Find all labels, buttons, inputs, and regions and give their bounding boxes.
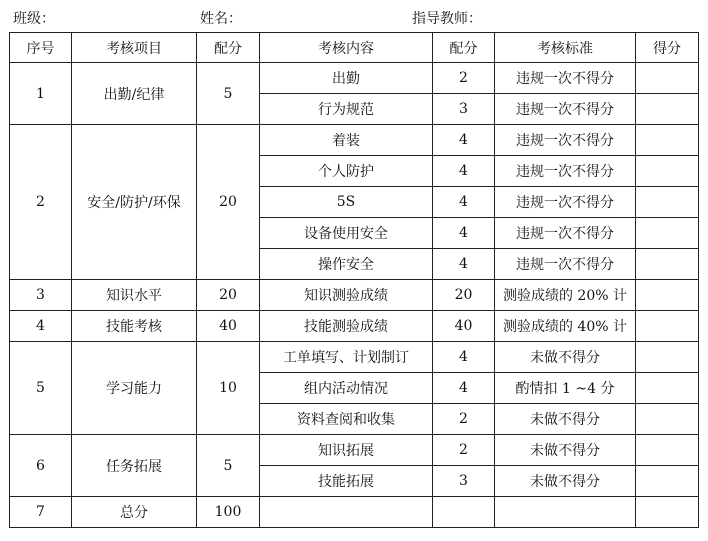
group-item: 任务拓展 <box>72 435 197 497</box>
total-no: 7 <box>10 497 72 528</box>
group-points: 20 <box>197 125 260 280</box>
col-header-item-points: 配分 <box>197 33 260 63</box>
row-points: 3 <box>433 94 495 125</box>
score-cell[interactable] <box>636 63 699 94</box>
score-cell[interactable] <box>636 249 699 280</box>
group-points: 20 <box>197 280 260 311</box>
row-standard: 未做不得分 <box>495 435 636 466</box>
score-cell[interactable] <box>636 125 699 156</box>
group-item: 技能考核 <box>72 311 197 342</box>
row-points: 3 <box>433 466 495 497</box>
group-no: 2 <box>10 125 72 280</box>
group-points: 5 <box>197 63 260 125</box>
row-content: 组内活动情况 <box>260 373 433 404</box>
group-no: 5 <box>10 342 72 435</box>
group-points: 5 <box>197 435 260 497</box>
teacher-label: 指导教师： <box>412 11 482 27</box>
row-points: 40 <box>433 311 495 342</box>
row-standard: 未做不得分 <box>495 404 636 435</box>
row-points: 4 <box>433 187 495 218</box>
row-standard: 测验成绩的 40% 计 <box>495 311 636 342</box>
score-cell[interactable] <box>636 311 699 342</box>
row-content: 个人防护 <box>260 156 433 187</box>
row-standard: 酌情扣 1 ~4 分 <box>495 373 636 404</box>
col-header-no: 序号 <box>10 33 72 63</box>
total-points-empty <box>433 497 495 528</box>
score-cell[interactable] <box>636 94 699 125</box>
total-points: 100 <box>197 497 260 528</box>
col-header-item: 考核项目 <box>72 33 197 63</box>
row-points: 4 <box>433 342 495 373</box>
evaluation-table <box>9 32 699 528</box>
row-content: 操作安全 <box>260 249 433 280</box>
total-score-cell[interactable] <box>636 497 699 528</box>
form-header <box>0 6 708 28</box>
row-content: 出勤 <box>260 63 433 94</box>
row-points: 20 <box>433 280 495 311</box>
row-standard: 违规一次不得分 <box>495 63 636 94</box>
row-standard: 测验成绩的 20% 计 <box>495 280 636 311</box>
row-points: 2 <box>433 63 495 94</box>
group-no: 6 <box>10 435 72 497</box>
score-cell[interactable] <box>636 280 699 311</box>
row-points: 2 <box>433 435 495 466</box>
col-header-content: 考核内容 <box>260 33 433 63</box>
class-label: 班级： <box>13 11 55 27</box>
row-points: 4 <box>433 373 495 404</box>
group-item: 安全/防护/环保 <box>72 125 197 280</box>
group-no: 4 <box>10 311 72 342</box>
row-standard: 违规一次不得分 <box>495 156 636 187</box>
row-standard: 违规一次不得分 <box>495 125 636 156</box>
row-content: 知识测验成绩 <box>260 280 433 311</box>
score-cell[interactable] <box>636 342 699 373</box>
row-standard: 违规一次不得分 <box>495 249 636 280</box>
row-points: 4 <box>433 249 495 280</box>
table-row <box>10 342 699 373</box>
score-cell[interactable] <box>636 373 699 404</box>
total-label: 总分 <box>72 497 197 528</box>
table-row <box>10 280 699 311</box>
score-cell[interactable] <box>636 218 699 249</box>
group-no: 1 <box>10 63 72 125</box>
row-standard: 违规一次不得分 <box>495 218 636 249</box>
row-points: 4 <box>433 156 495 187</box>
row-standard: 违规一次不得分 <box>495 187 636 218</box>
group-item: 出勤/纪律 <box>72 63 197 125</box>
row-points: 4 <box>433 218 495 249</box>
col-header-standard: 考核标准 <box>495 33 636 63</box>
row-standard: 未做不得分 <box>495 342 636 373</box>
row-content: 知识拓展 <box>260 435 433 466</box>
group-item: 知识水平 <box>72 280 197 311</box>
table-row <box>10 63 699 94</box>
row-standard: 未做不得分 <box>495 466 636 497</box>
name-label: 姓名： <box>200 11 242 27</box>
score-cell[interactable] <box>636 404 699 435</box>
header-row <box>10 33 699 63</box>
table-row <box>10 435 699 466</box>
total-content-empty <box>260 497 433 528</box>
row-content: 设备使用安全 <box>260 218 433 249</box>
score-cell[interactable] <box>636 466 699 497</box>
row-content: 工单填写、计划制订 <box>260 342 433 373</box>
score-cell[interactable] <box>636 435 699 466</box>
row-content: 技能测验成绩 <box>260 311 433 342</box>
row-content: 5S <box>260 187 433 218</box>
row-content: 技能拓展 <box>260 466 433 497</box>
row-points: 2 <box>433 404 495 435</box>
table-row <box>10 311 699 342</box>
total-row <box>10 497 699 528</box>
row-standard: 违规一次不得分 <box>495 94 636 125</box>
col-header-content-points: 配分 <box>433 33 495 63</box>
row-content: 着装 <box>260 125 433 156</box>
row-points: 4 <box>433 125 495 156</box>
score-cell[interactable] <box>636 187 699 218</box>
row-content: 资料查阅和收集 <box>260 404 433 435</box>
col-header-score: 得分 <box>636 33 699 63</box>
row-content: 行为规范 <box>260 94 433 125</box>
table-row <box>10 125 699 156</box>
total-standard-empty <box>495 497 636 528</box>
score-cell[interactable] <box>636 156 699 187</box>
group-no: 3 <box>10 280 72 311</box>
group-points: 40 <box>197 311 260 342</box>
group-points: 10 <box>197 342 260 435</box>
group-item: 学习能力 <box>72 342 197 435</box>
